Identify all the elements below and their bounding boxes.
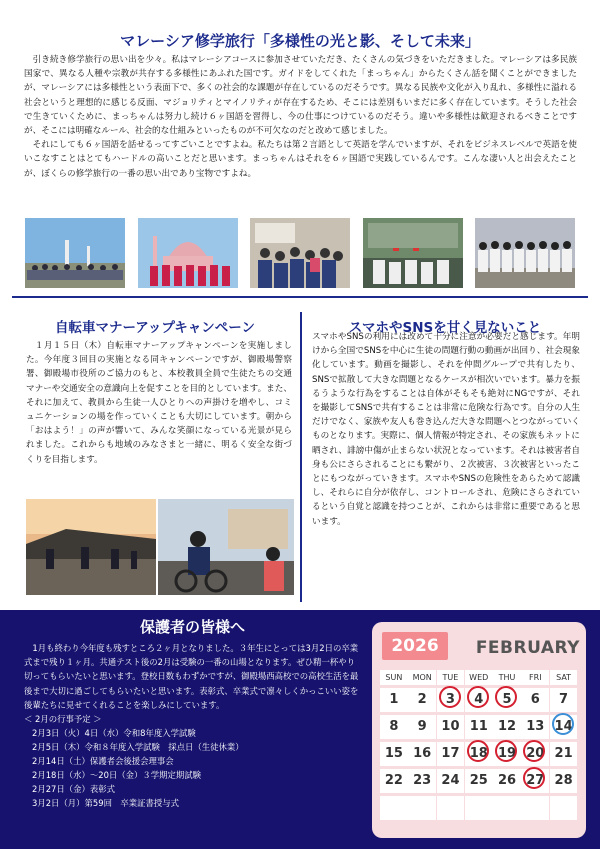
calendar-day bbox=[550, 688, 578, 712]
calendar-year: 2026 bbox=[382, 632, 448, 660]
calendar-day-number: 21 bbox=[554, 746, 573, 761]
photo-students-line bbox=[475, 218, 575, 288]
calendar-day-number: 20 bbox=[526, 746, 545, 761]
schedule-item: 2月18日（水）～20日（金）３学期定期試験 bbox=[32, 770, 202, 781]
section-divider-horizontal bbox=[12, 296, 588, 298]
weekday-label: SUN bbox=[380, 670, 408, 685]
parents-message-text: 1月も終わり今年度も残すところ２ヶ月となりました。３年生にとっては3月2日の卒業式まで残り１ヶ月。共通テスト後の2月は受験の一番の山場となります。ぜひ精一杯やり切ってもらいたいと思います。登校日数もわずかですが、御殿場西高校での高校生活を最後まで大切に過ごしてもらいたいと思います。表彰式、卒業式で凛々しくかっこいい姿を後輩たちに見せてくれることを楽しみにしています。 bbox=[24, 643, 359, 710]
calendar-week-row bbox=[380, 742, 578, 766]
calendar-empty-cell bbox=[465, 796, 493, 820]
calendar-day-number: 14 bbox=[554, 719, 573, 734]
calendar-day bbox=[550, 715, 578, 739]
calendar-day-number: 18 bbox=[469, 746, 488, 761]
calendar-day-number: 22 bbox=[384, 773, 403, 788]
malaysia-paragraph-2: それにしても６ヶ国語を話せるってすごいことですよね。私たちは第２言語として英語を学んでいますが、それをビジネスレベルで英語を使いこなすことはとてもハードルの高いことだと思います。まっちゃんはそれを６ヶ国語で実践しているんです。こんな凄い人と出会えたことが、ぼくらの修学旅行の一番の思い出であり宝物ですよね。 bbox=[24, 140, 577, 179]
event-circle-mark bbox=[495, 740, 517, 762]
calendar-day bbox=[521, 769, 549, 793]
calendar-day-number: 15 bbox=[384, 746, 403, 761]
calendar-day-number: 5 bbox=[502, 692, 512, 707]
schedule-title: ＜ 2月の行事予定 ＞ bbox=[24, 714, 102, 725]
calendar-day-number: 1 bbox=[389, 692, 399, 707]
section-divider-vertical bbox=[300, 312, 302, 602]
calendar-empty-cell bbox=[437, 796, 465, 820]
calendar-day bbox=[380, 715, 408, 739]
calendar-empty-cell bbox=[521, 796, 549, 820]
calendar-day bbox=[465, 715, 493, 739]
schedule-item: 2月5日（木）令和８年度入学試験 採点日（生徒休業） bbox=[32, 742, 244, 753]
malaysia-article bbox=[24, 53, 577, 181]
calendar-day bbox=[408, 742, 436, 766]
parents-message bbox=[24, 641, 360, 810]
event-circle-mark bbox=[439, 686, 461, 708]
malaysia-paragraph-1: 引き続き修学旅行の思い出を少々。私はマレーシアコースに参加させていただき、たくさんの気づきをいただきました。マレーシアは多民族国家で、異なる人種や宗教が共存する多様性にあふれた国です。ガイドをしてくれた「まっちゃん」からたくさん話を聞くことができましたが、マレーシアには多様性という表面下で、多くの社会的な課題が存在しているのだそうです。異なる民族や文化が入り乱れ、多様性に溢れる社会というと理想的に感じる反面、マジョリティとマイノリティが存在するため、そこには差別もいまだに多く存在しています。そうした社会で生きていくために、まっちゃんは努力し続け６ヶ国語を習得し、今の仕事につけているのだそう。違いや多様性は歓迎されるべきことですが、そこには明確なルール、社会的な仕組みといったものが不可欠なのだと改めて感じました。 bbox=[24, 55, 577, 137]
calendar-day bbox=[465, 769, 493, 793]
bike-campaign-text: １月１５日（木）自転車マナーアップキャンペーンを実施しました。今年度３回目の実施となる同キャンペーンですが、御殿場警察署、御殿場市役所のご協力のもと、本校教員全員で生徒たちの交通マナーや交通安全の意識向上を促すことを目的としています。また、それに加えて、教員から生徒一人ひとりへの声掛けを増やし、コミュニケーションの場を作っていくことも大切にしています。朝から「おはよう！」の声が響いて、みんな笑顔になっている光景が見られました。これからも地域のみなさまと一緒に、明るく安全な街づくりを目指します。 bbox=[26, 341, 292, 465]
calendar-day-number: 13 bbox=[526, 719, 545, 734]
photo-bike-students bbox=[158, 499, 294, 595]
calendar-day-number: 28 bbox=[554, 773, 573, 788]
calendar-week-row bbox=[380, 769, 578, 793]
calendar-day-number: 16 bbox=[413, 746, 432, 761]
calendar-day-number: 8 bbox=[389, 719, 399, 734]
event-circle-mark bbox=[467, 740, 489, 762]
schedule-item: 2月3日（火）4日（水）令和8年度入学試験 bbox=[32, 728, 196, 739]
calendar-weekday-header bbox=[380, 670, 578, 685]
calendar-day bbox=[380, 742, 408, 766]
calendar-week-row bbox=[380, 688, 578, 712]
calendar-day bbox=[493, 715, 521, 739]
weekday-label: SAT bbox=[550, 670, 578, 685]
calendar-day-number: 6 bbox=[530, 692, 540, 707]
calendar-day bbox=[408, 769, 436, 793]
calendar-day bbox=[521, 742, 549, 766]
calendar-empty-cell bbox=[380, 796, 408, 820]
weekday-label: MON bbox=[408, 670, 436, 685]
calendar-day-number: 3 bbox=[445, 692, 455, 707]
calendar-day bbox=[465, 742, 493, 766]
calendar-week-row bbox=[380, 715, 578, 739]
calendar-day bbox=[521, 715, 549, 739]
calendar-day bbox=[380, 769, 408, 793]
malaysia-title: マレーシア修学旅行「多様性の光と影、そして未来」 bbox=[120, 32, 480, 50]
calendar-empty-cell bbox=[493, 796, 521, 820]
calendar-day-number: 26 bbox=[497, 773, 517, 788]
parents-title: 保護者の皆様へ bbox=[140, 618, 246, 636]
bike-campaign-title: 自転車マナーアップキャンペーン bbox=[54, 320, 256, 336]
calendar-day bbox=[493, 742, 521, 766]
calendar-day bbox=[550, 742, 578, 766]
photo-school-hall bbox=[363, 218, 463, 288]
sns-warning-text: スマホやSNSの利用には改めて十分に注意が必要だと感じます。年明けから全国でSNSを中心に生徒の問題行動の動画が出回り、社会現象化しています。動画を撮影し、それを仲間グループで共有したり、SNSで拡散して大きな問題となるケースが相次いでいます。暴力を振るうような行為をすることは自体がそもそも絶対にNGですが、それを撮影してSNSで共有することは非常に危険な行為です。自分の人生だけでなく、家族や友人も巻き込んだ大きな問題へとつながっていくものとなります。実際に、個人情報が特定され、その家族もネットに晒され、誹謗中傷が止まらない状況となっています。それは被害者自身も公にさらされることにも繋がり、２次被害、３次被害といったことにもつながっていきます。スマホやSNSの危険性をあらためて認識し、それらに自分が依存し、コントロールされ、危険にさらされているという自覚と認識を持つことが、これからは非常に重要であると思います。 bbox=[312, 332, 580, 527]
weekday-label: FRI bbox=[521, 670, 549, 685]
calendar-day-number: 27 bbox=[526, 773, 545, 788]
calendar-week-row bbox=[380, 796, 578, 820]
calendar-day bbox=[493, 688, 521, 712]
calendar-empty-cell bbox=[408, 796, 436, 820]
event-circle-mark bbox=[552, 713, 574, 735]
calendar-day bbox=[550, 769, 578, 793]
calendar-day bbox=[380, 688, 408, 712]
event-circle-mark bbox=[467, 686, 489, 708]
calendar-day bbox=[437, 769, 465, 793]
calendar-day-number: 2 bbox=[417, 692, 427, 707]
calendar-day bbox=[437, 742, 465, 766]
calendar-empty-cell bbox=[550, 796, 578, 820]
weekday-label: WED bbox=[465, 670, 493, 685]
calendar-day-number: 25 bbox=[469, 773, 488, 788]
calendar-day bbox=[465, 688, 493, 712]
weekday-label: THU bbox=[493, 670, 521, 685]
sns-warning-title: スマホやSNSを甘く見ないこと bbox=[348, 320, 542, 336]
calendar-grid bbox=[380, 670, 578, 820]
calendar-day-number: 17 bbox=[441, 746, 460, 761]
photo-pink-mosque bbox=[138, 218, 238, 288]
calendar-day bbox=[521, 688, 549, 712]
calendar-day-number: 9 bbox=[417, 719, 427, 734]
calendar-day-number: 11 bbox=[469, 719, 488, 734]
calendar-day bbox=[408, 715, 436, 739]
calendar-day-number: 4 bbox=[474, 692, 484, 707]
malaysia-photo-strip bbox=[25, 218, 575, 288]
schedule-item: 2月27日（金）表彰式 bbox=[32, 784, 115, 795]
calendar-day-number: 10 bbox=[441, 719, 460, 734]
calendar-day-number: 12 bbox=[497, 719, 517, 734]
schedule-item: 3月2日（月）第59回 卒業証書授与式 bbox=[32, 798, 179, 809]
photo-bike-street bbox=[26, 499, 156, 595]
calendar-month: FEBRUARY bbox=[475, 638, 580, 658]
calendar-day-number: 24 bbox=[441, 773, 460, 788]
calendar-day-number: 19 bbox=[497, 746, 517, 761]
calendar-day bbox=[493, 769, 521, 793]
schedule-item: 2月14日（土）保護者会後援会理事会 bbox=[32, 756, 174, 767]
photo-group-outdoor bbox=[25, 218, 125, 288]
photo-classroom-group bbox=[250, 218, 350, 288]
event-circle-mark bbox=[495, 686, 517, 708]
calendar-day-number: 7 bbox=[559, 692, 569, 707]
weekday-label: TUE bbox=[437, 670, 465, 685]
calendar-day bbox=[408, 688, 436, 712]
calendar-day-number: 23 bbox=[413, 773, 432, 788]
calendar-day bbox=[437, 688, 465, 712]
calendar-day bbox=[437, 715, 465, 739]
